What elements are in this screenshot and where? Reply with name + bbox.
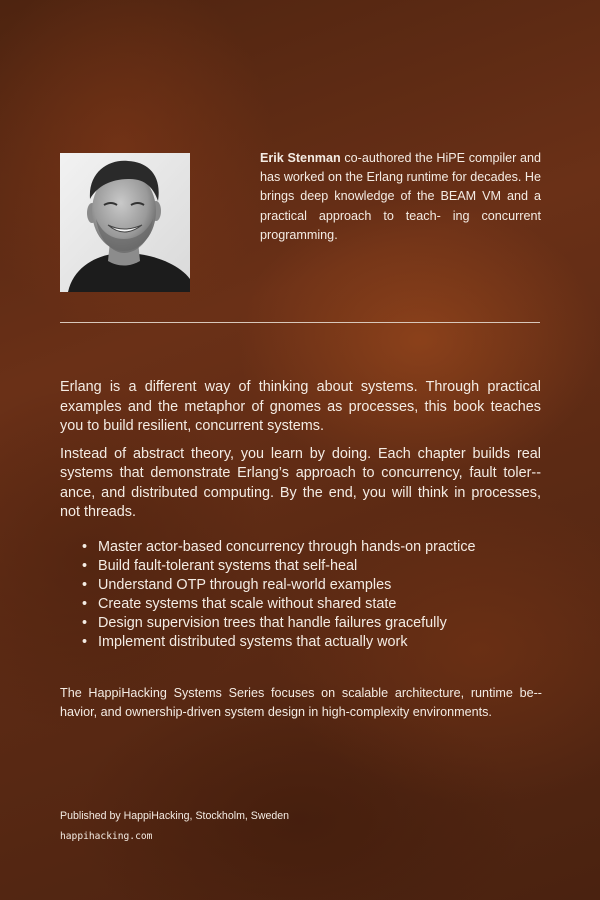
feature-list-item <box>82 614 541 633</box>
feature-list-item <box>82 538 541 557</box>
description-paragraph: Erlang is a different way of thinking about systems. Through practical examples and the metaphor of gnomes as processes, this book teaches you to build resilient, concurrent systems. <box>60 379 541 434</box>
author-portrait-icon <box>60 153 190 292</box>
bullet-icon: • <box>82 633 88 650</box>
feature-text: Implement distributed systems that actually work <box>98 633 408 650</box>
author-name: Erik Stenman <box>260 151 341 165</box>
bullet-icon: • <box>82 538 88 555</box>
author-bio-text: co-authored the HiPE compiler <box>340 151 517 165</box>
book-description <box>60 378 541 652</box>
bullet-icon: • <box>82 557 88 574</box>
feature-list-item <box>82 576 541 595</box>
feature-text: Understand OTP through real-world examples <box>98 576 392 593</box>
series-description: The HappiHacking Systems Series focuses on scalable architecture, runtime be-havior, and ownership-driven system design in high-complexity environments. <box>60 686 542 719</box>
feature-text: Build fault-tolerant systems that self-heal <box>98 557 358 574</box>
feature-list-item <box>82 557 541 576</box>
feature-text: Master actor-based concurrency through hands-on practice <box>98 538 476 555</box>
feature-list-item <box>82 633 541 652</box>
author-bio-text: BEAM VM and a practical approach to teach- <box>260 189 541 223</box>
author-photo <box>60 153 190 292</box>
bullet-icon: • <box>82 614 88 631</box>
author-bio-text: ing concurrent programming. <box>260 208 541 242</box>
feature-text: Design supervision trees that handle failures gracefully <box>98 614 447 631</box>
description-paragraph: Instead of abstract theory, you learn by doing. Each chapter builds real systems that demonstrate Erlang’s approach to concurrency, fault toler-ance, and distributed computing. By the end, you will think in processes, not threads. <box>60 445 541 520</box>
author-bio-text: decades. He brings deep knowledge of the <box>260 170 542 204</box>
bullet-icon: • <box>82 595 88 612</box>
feature-list <box>60 538 541 652</box>
bullet-icon: • <box>82 576 88 593</box>
section-divider <box>60 322 540 323</box>
feature-text: Create systems that scale without shared state <box>98 595 397 612</box>
author-bio-text: and has worked on the Erlang runtime for <box>260 151 541 185</box>
website-url: happihacking.com <box>60 831 153 842</box>
publisher-line: Published by HappiHacking, Stockholm, Sweden <box>60 810 290 822</box>
feature-list-item <box>82 595 541 614</box>
author-bio <box>260 149 541 245</box>
